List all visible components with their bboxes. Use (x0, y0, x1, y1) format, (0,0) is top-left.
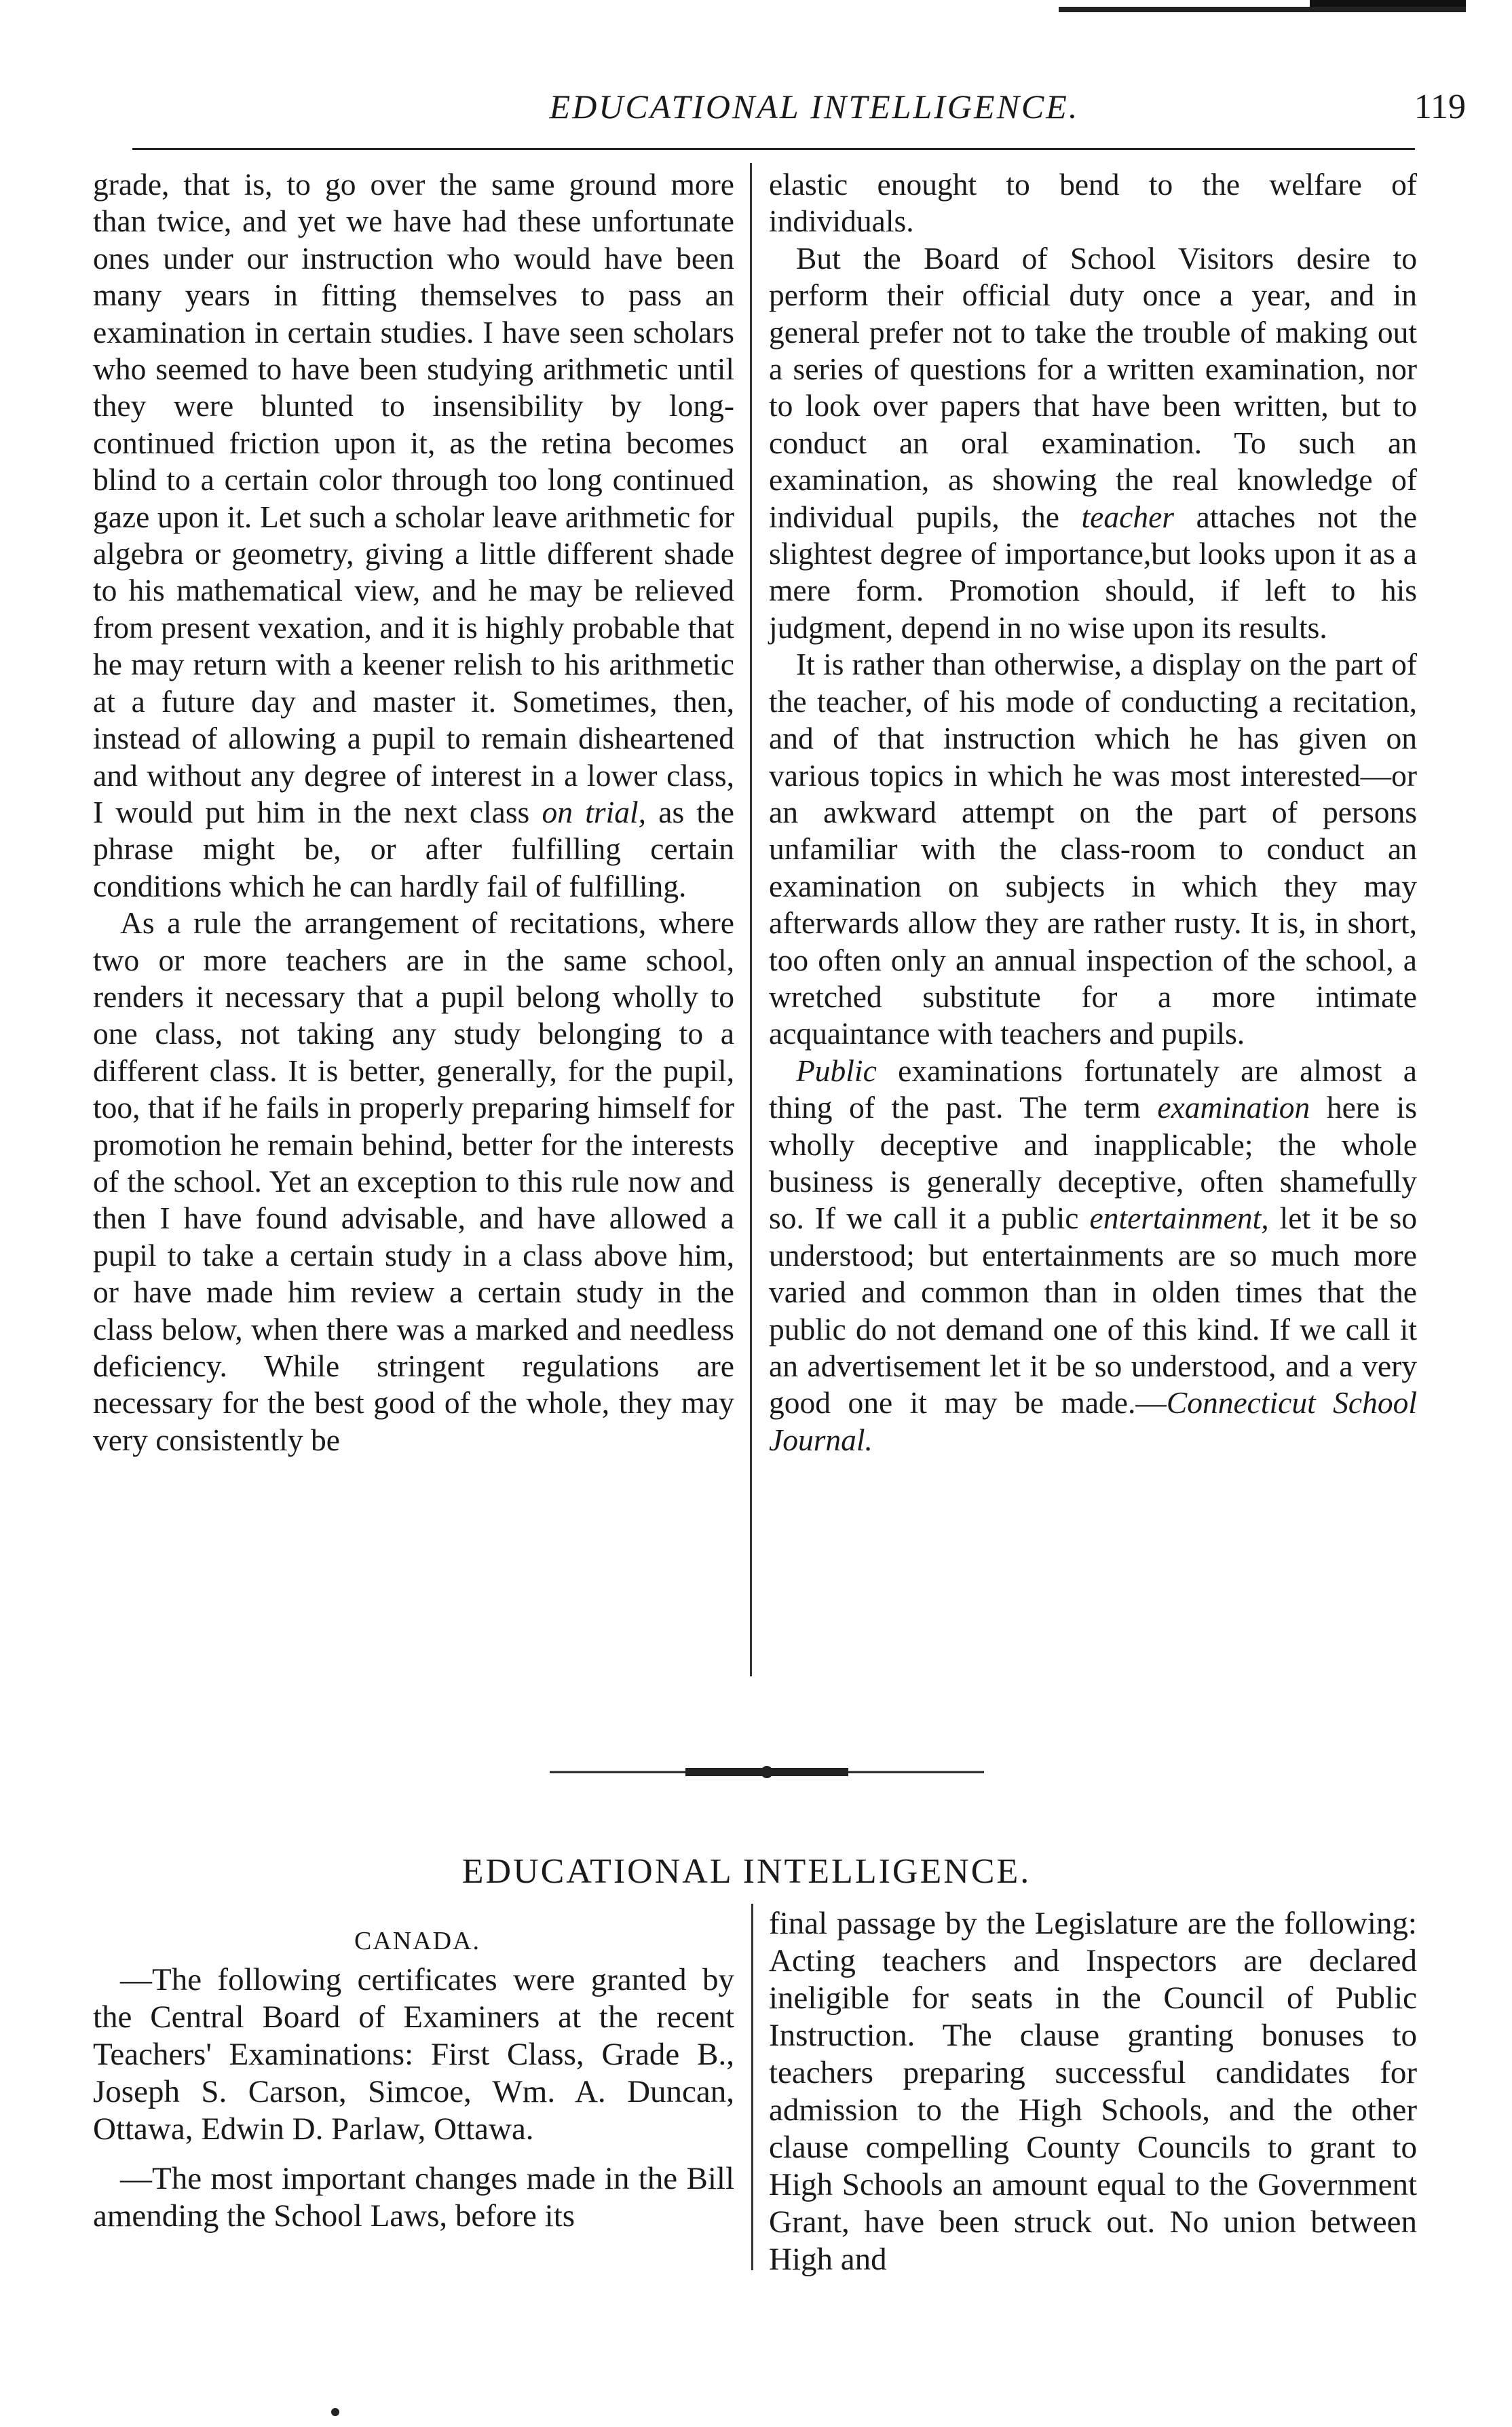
running-title: EDUCATIONAL INTELLIGENCE. (549, 88, 1080, 126)
paragraph: —The following certificates were granted by the Central Board of Examiners at the recent Teachers' Examinations: First Class, Grade B., Joseph S. Carson, Simcoe, Wm. A. Duncan, Ottawa, Edwin D. Parlaw, Ottawa. (93, 1962, 734, 2147)
paragraph: As a rule the arrangement of recitations, where two or more teachers are in the same school, renders it necessary that a pupil belong wholly to one class, not taking any study belonging to a different class. It is better, generally, for the pupil, too, that if he fails in properly preparing himself for promotion he remain behind, better for the interests of the school. Yet an exception to this rule now and then I have found advisable, and have allowed a pupil to take a certain study in a class above him, or have made him review a certain study in the class below, when there was a marked and needless deficiency. While stringent regulations are necessary for the best good of the whole, they may very consistently be (93, 905, 734, 1457)
paragraph: —The most important changes made in the Bill amending the School Laws, before its (93, 2161, 734, 2234)
upper-column-divider (750, 163, 752, 1676)
top-edge-mark (1310, 0, 1466, 7)
paragraph: final passage by the Legislature are the following: Acting teachers and Inspectors are declared ineligible for seats in the Council of Public Instruction. The clause granting bonuses to teachers preparing successful candidates for admission to the High Schools, and the other clause compelling County Councils to grant to High Schools an amount equal to the Government Grant, have been struck out. No union between High and (769, 1906, 1417, 2277)
lower-left-column (93, 1961, 734, 2235)
upper-left-column (93, 166, 734, 1459)
paragraph: It is rather than otherwise, a display on the part of the teacher, of his mode of conducting a recitation, and of that instruction which he has given on various topics in which he was most interested—or an awkward attempt on the part of persons unfamiliar with the class-room to conduct an examination on subjects in which they may afterwards allow they are rather rusty. It is, in short, too often only an annual inspection of the school, a wretched substitute for a more intimate acquaintance with teachers and pupils. (769, 647, 1417, 1051)
page-number: 119 (1414, 88, 1466, 126)
section-subhead: CANADA. (354, 1927, 481, 1955)
paragraph: Public examinations fortunately are almost a thing of the past. The term examination here is wholly deceptive and inapplicable; the whole business is generally deceptive, often shamefully so. If we call it a public entertainment, let it be so understood; but entertainments are so much more varied and common than in olden times that the public do not demand one of this kind. If we call it an advertisement let it be so understood, and a very good one it may be made.—Connecticut School Journal. (769, 1053, 1418, 1457)
section-ornament (550, 1765, 984, 1780)
paragraph: elastic enought to bend to the welfare of individuals. (769, 167, 1417, 239)
page-header (136, 87, 1466, 134)
section-title: EDUCATIONAL INTELLIGENCE. (461, 1852, 1032, 1891)
paragraph: But the Board of School Visitors desire to perform their official duty once a year, and in general prefer not to take the trouble of making out a series of questions for a written examination, nor to look over papers that have been written, but to conduct an oral examination. To such an examination, as showing the real knowledge of individual pupils, the teacher attaches not the slightest degree of importance,but looks upon it as a mere form. Promotion should, if left to his judgment, depend in no wise upon its results. (769, 240, 1418, 645)
header-rule (132, 148, 1415, 150)
upper-right-column (769, 166, 1417, 1459)
lower-column-divider (751, 1904, 753, 2270)
lower-right-column (769, 1905, 1417, 2278)
page-blemish (331, 2408, 339, 2416)
top-edge-rule (1059, 7, 1466, 12)
paragraph: grade, that is, to go over the same ground more than twice, and yet we have had these unfortunate ones under our instruction who would have been many years in fitting themselves to pass an examination in certain studies. I have seen scholars who seemed to have been studying arithmetic until they were blunted to insensibility by long-continued friction upon it, as the retina becomes blind to a certain color through too long continued gaze upon it. Let such a scholar leave arithmetic for algebra or geometry, giving a little different shade to his mathematical view, and he may be relieved from present vexation, and it is highly probable that he may return with a keener relish to his arithmetic at a future day and master it. Sometimes, then, instead of allowing a pupil to remain disheartened and without any degree of interest in a lower class, I would put him in the next class on trial, as the phrase might be, or after fulfilling certain conditions which he can hardly fail of fulfilling. (93, 167, 734, 903)
